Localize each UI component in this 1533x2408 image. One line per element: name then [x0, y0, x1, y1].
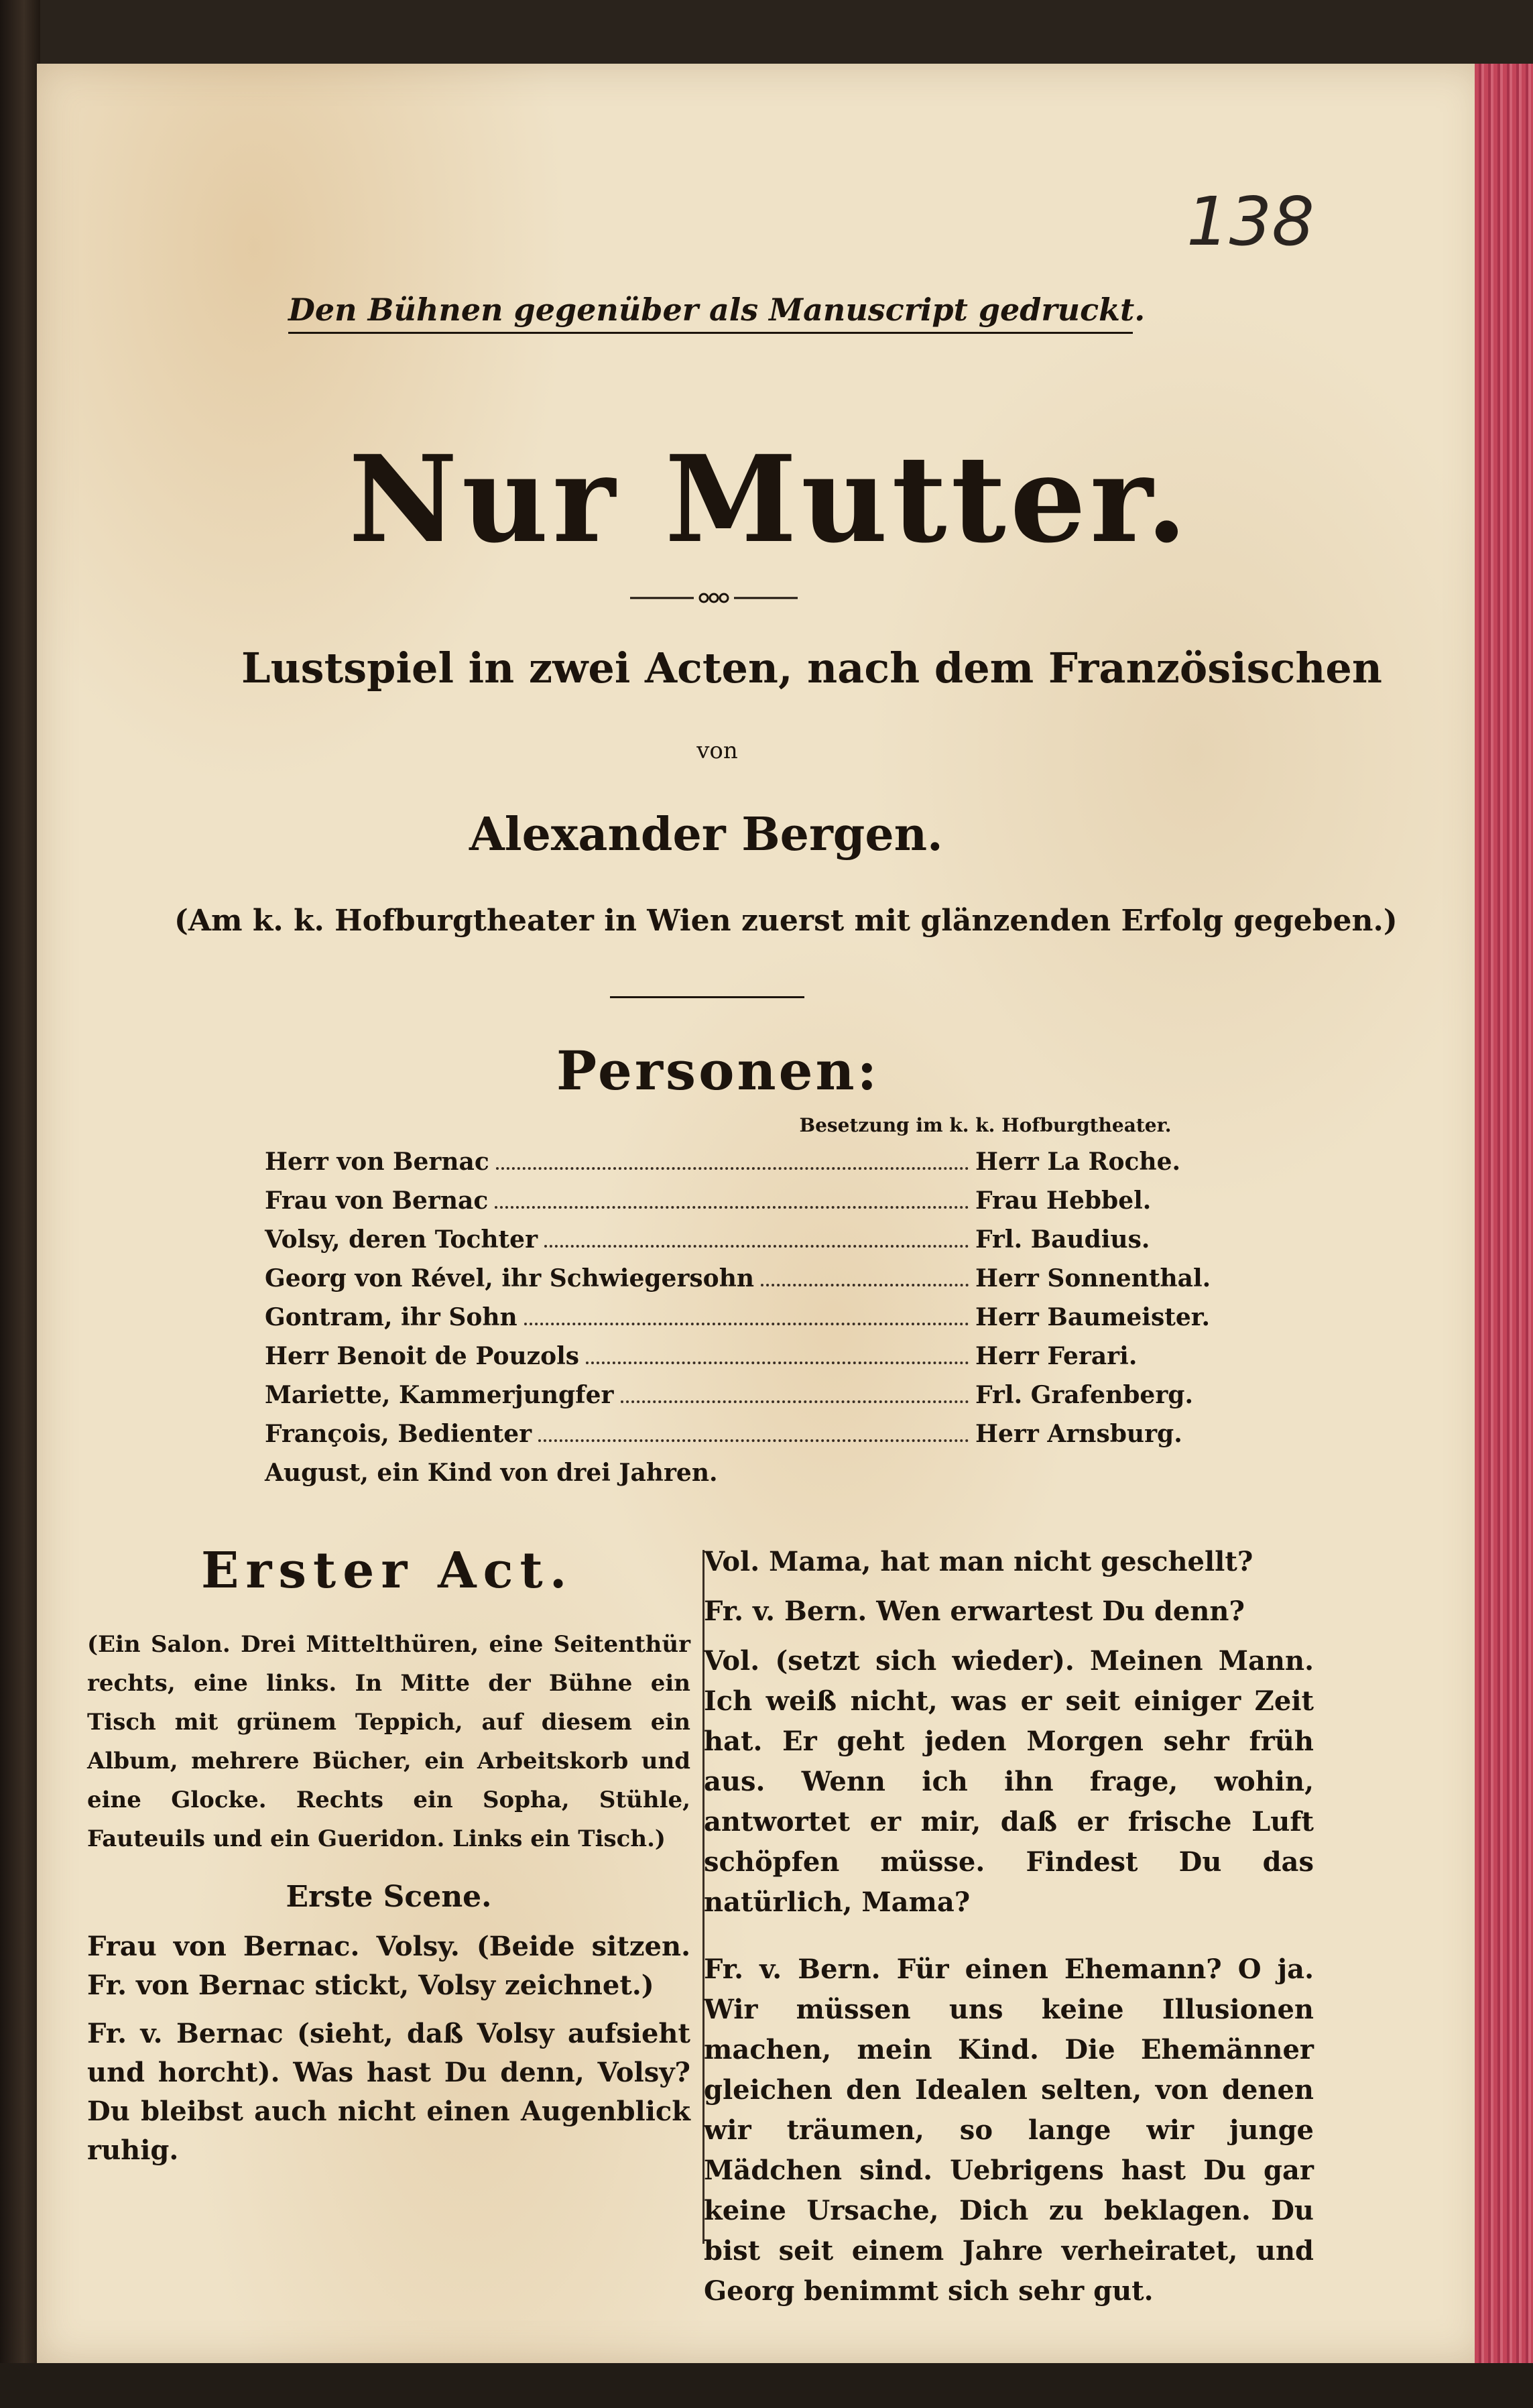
- cast-actor: Herr Ferari.: [975, 1342, 1138, 1370]
- personen-heading: Personen:: [556, 1039, 880, 1102]
- cast-row: [265, 1303, 1210, 1342]
- cast-role: Mariette, Kammerjungfer: [265, 1381, 614, 1409]
- book-cover-bottom: [0, 2363, 1533, 2408]
- dialogue-line: Vol. Mama, hat man nicht geschellt?: [704, 1546, 1253, 1577]
- book-spine: [0, 0, 40, 2408]
- cast-row: [265, 1459, 1190, 1498]
- cast-role: Georg von Rével, ihr Schwiegersohn: [265, 1264, 755, 1292]
- premiere-note: (Am k. k. Hofburgtheater in Wien zuerst mit glänzenden Erfolg gegeben.): [174, 904, 1398, 938]
- ornament-divider: [630, 590, 798, 606]
- by-word: von: [696, 737, 738, 764]
- cast-actor: Herr Sonnenthal.: [975, 1264, 1211, 1292]
- leader-dots: [586, 1344, 969, 1364]
- play-subtitle: Lustspiel in zwei Acten, nach dem Französischen: [241, 644, 1382, 693]
- cast-role: Gontram, ihr Sohn: [265, 1303, 517, 1331]
- cast-row: [265, 1420, 1190, 1459]
- cast-role: Volsy, deren Tochter: [265, 1225, 538, 1254]
- page-edge-red: [1475, 64, 1533, 2363]
- leader-dots: [496, 1150, 969, 1170]
- cast-role: Herr Benoit de Pouzols: [265, 1342, 580, 1370]
- leader-dots: [524, 1305, 969, 1325]
- section-rule: [610, 996, 804, 998]
- cast-row: [265, 1342, 1190, 1381]
- cast-actor: Herr La Roche.: [975, 1148, 1181, 1176]
- dialogue-paragraph: Fr. v. Bern. Für einen Ehemann? O ja. Wir müssen uns keine Illusionen machen, mein Kind. Die Ehemänner gleichen den Idealen selten, von denen wir träumen, so lange wir junge Mädchen sind. Uebrigens hast Du gar keine Ursache, Dich zu beklagen. Du bist seit einem Jahre verheiratet, und Georg benimmt sich sehr gut.: [704, 1953, 1314, 2307]
- cast-actor: Herr Baumeister.: [975, 1303, 1210, 1331]
- leader-dots: [495, 1189, 969, 1209]
- right-column: [704, 1542, 1314, 2311]
- dialogue-paragraph: Fr. v. Bernac (sieht, daß Volsy aufsieht und horcht). Was hast Du denn, Volsy? Du bleibst auch nicht einen Augenblick ruhig.: [87, 2018, 690, 2166]
- left-column: [87, 1542, 690, 2170]
- page-number-text: 138: [1186, 182, 1314, 261]
- cast-actor: Frl. Baudius.: [975, 1225, 1150, 1254]
- page-number: [1180, 171, 1314, 272]
- cast-role: François, Bedienter: [265, 1420, 532, 1448]
- cast-role: Frau von Bernac: [265, 1187, 489, 1215]
- cast-actor: Frau Hebbel.: [975, 1187, 1152, 1215]
- cast-row: [265, 1187, 1190, 1225]
- cast-row: [265, 1225, 1190, 1264]
- author-name: Alexander Bergen.: [469, 808, 943, 861]
- scene-direction: Frau von Bernac. Volsy. (Beide sitzen. Fr. von Bernac stickt, Volsy zeichnet.): [87, 1931, 690, 2001]
- scene-heading: Erste Scene.: [286, 1880, 492, 1914]
- besetzung-heading: Besetzung im k. k. Hofburgtheater.: [799, 1114, 1172, 1136]
- cast-row: [265, 1148, 1190, 1187]
- dialogue-paragraph: Vol. (setzt sich wieder). Meinen Mann. Ich weiß nicht, was er seit einiger Zeit hat. Er geht jeden Morgen sehr früh aus. Wenn ich ihn frage, wohin, antwortet er mir, daß er frische Luft schöpfen müsse. Findest Du das natürlich, Mama?: [704, 1645, 1314, 1918]
- cast-role: August, ein Kind von drei Jahren.: [265, 1459, 718, 1487]
- cast-row: [265, 1381, 1193, 1420]
- dialogue-line: Fr. v. Bern. Wen erwartest Du denn?: [704, 1596, 1245, 1627]
- leader-dots: [761, 1266, 969, 1286]
- cast-row: [265, 1264, 1211, 1303]
- leader-dots: [621, 1383, 969, 1403]
- cast-list: [265, 1148, 1211, 1498]
- stage-direction: (Ein Salon. Drei Mittelthüren, eine Seitenthür rechts, eine links. In Mitte der Bühne ein Tisch mit grünem Teppich, auf diesem ein Album, mehrere Bücher, ein Arbeitskorb und eine Glocke. Rechts ein Sopha, Stühle, Fauteuils und ein Gueridon. Links ein Tisch.): [87, 1631, 690, 1852]
- leader-dots: [538, 1422, 969, 1442]
- play-title: Nur Mutter.: [349, 429, 1192, 569]
- cast-actor: Frl. Grafenberg.: [975, 1381, 1193, 1409]
- manuscript-banner: Den Bühnen gegenüber als Manuscript gedruckt.: [288, 292, 1133, 334]
- leader-dots: [544, 1227, 969, 1248]
- act-heading: Erster Act.: [201, 1542, 574, 1600]
- cast-actor: Herr Arnsburg.: [975, 1420, 1182, 1448]
- cast-role: Herr von Bernac: [265, 1148, 489, 1176]
